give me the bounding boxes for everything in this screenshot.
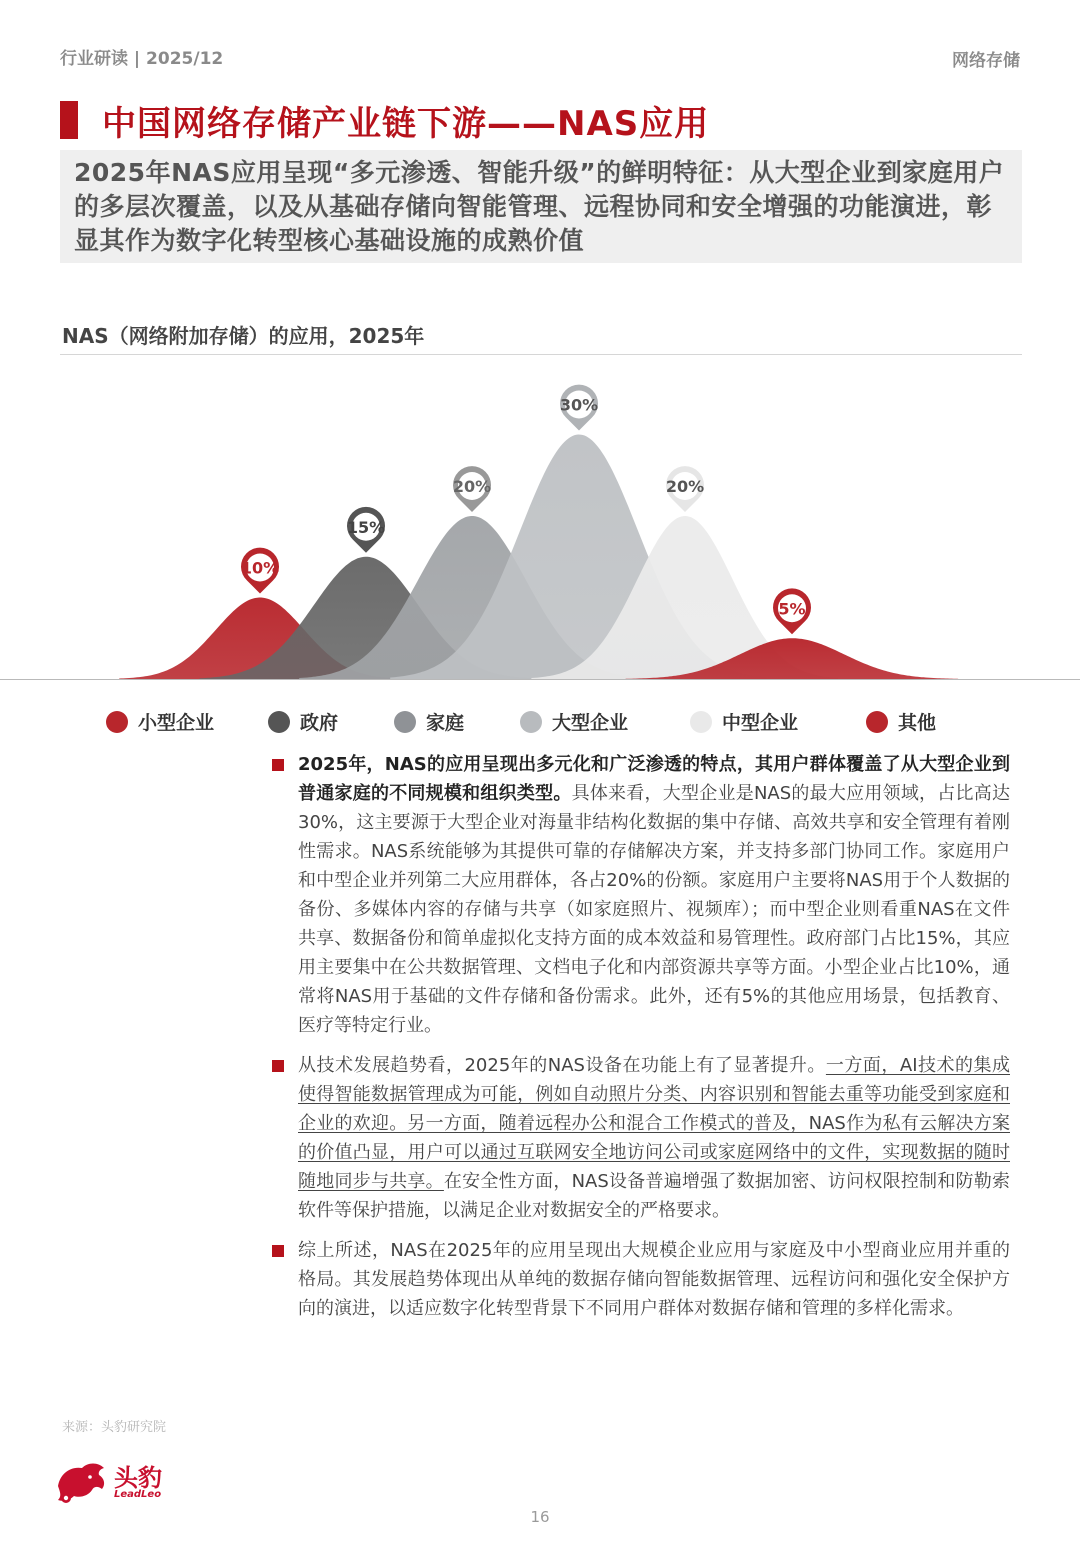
legend-swatch <box>690 711 712 733</box>
page-title: 中国网络存储产业链下游——NAS应用 <box>102 104 710 144</box>
bullet-text-segment: 2025年，NAS的应用呈现出多元化和广泛渗透的特点，其用户群体覆盖了从大型企业到普通家庭的不同规模和组织类型。 <box>298 754 1010 804</box>
bullet-text-segment: 从技术发展趋势看，2025年的NAS设备在功能上有了显著提升。 <box>298 1055 826 1076</box>
page-number: 16 <box>530 1508 550 1526</box>
bullet-text-segment: 综上所述，NAS在2025年的应用呈现出大规模企业应用与家庭及中小型商业应用并重的格局。其发展趋势体现出从单纯的数据存储向智能数据管理、远程访问和强化安全保护方向的演进，以适应数字化转型背景下不同用户群体对数据存储和管理的多样化需求。 <box>298 1240 1010 1319</box>
header-section-label: 行业研读 | 2025/12 <box>60 49 224 69</box>
legend-item-5 <box>690 708 798 735</box>
summary-text: 2025年NAS应用呈现“多元渗透、智能升级”的鲜明特征：从大型企业到家庭用户的多层次覆盖，以及从基础存储向智能管理、远程协同和安全增强的功能演进，彰显其作为数字化转型核心基础设施的成熟价值 <box>74 158 1005 255</box>
bullet-square-icon <box>272 1245 284 1257</box>
chart-title: NAS（网络附加存储）的应用，2025年 <box>62 324 425 348</box>
analysis-bullets <box>270 750 1010 1334</box>
value-pin-5 <box>666 466 704 512</box>
value-label-2: 15% <box>346 517 386 537</box>
value-pin-1 <box>241 548 279 594</box>
logo-subtitle: LeadLeo <box>114 1489 162 1500</box>
legend-label: 其他 <box>898 712 937 734</box>
leopard-logo-icon <box>52 1456 110 1506</box>
legend-item-2 <box>268 708 338 735</box>
bullet-square-icon <box>272 1060 284 1072</box>
legend-item-6 <box>866 708 936 735</box>
legend-label: 小型企业 <box>138 712 215 734</box>
bullet-paragraph-1 <box>270 750 1010 1040</box>
value-pin-6 <box>773 588 811 634</box>
legend-label: 大型企业 <box>552 712 629 734</box>
legend-label: 政府 <box>300 712 339 734</box>
legend-label: 中型企业 <box>722 712 799 734</box>
legend-item-3 <box>394 708 464 735</box>
header-topic-label: 网络存储 <box>952 51 1020 71</box>
value-label-1: 10% <box>240 558 280 578</box>
bullet-paragraph-2 <box>270 1051 1010 1225</box>
chart-title-divider <box>60 354 1022 355</box>
bullet-text-segment: 一方面，AI技术的集成使得智能数据管理成为可能，例如自动照片分类、内容识别和智能去重等功能受到家庭和企业的欢迎。另一方面，随着远程办公和混合工作模式的普及，NAS作为私有云解决方案的价值凸显，用户可以通过互联网安全地访问公司或家庭网络中的文件，实现数据的随时随地同步与共享。 <box>298 1055 1010 1192</box>
summary-box <box>60 150 1022 263</box>
bullet-text-segment: 在安全性方面，NAS设备普遍增强了数据加密、访问权限控制和防勒索软件等保护措施，以满足企业对数据安全的严格要求。 <box>298 1171 1011 1221</box>
value-pin-2 <box>347 507 385 553</box>
value-label-5: 20% <box>665 477 705 496</box>
legend-swatch <box>268 711 290 733</box>
value-label-3: 20% <box>452 477 492 496</box>
nas-application-chart <box>0 356 1080 686</box>
value-label-4: 30% <box>559 395 599 415</box>
bullet-square-icon <box>272 759 284 771</box>
value-label-6: 5% <box>778 599 806 619</box>
legend-item-4 <box>520 708 628 735</box>
title-accent-bar <box>60 101 78 139</box>
leadleo-logo <box>52 1456 192 1508</box>
source-note: 来源：头豹研究院 <box>62 1420 167 1435</box>
legend-swatch <box>520 711 542 733</box>
legend-swatch <box>866 711 888 733</box>
bullet-paragraph-3 <box>270 1236 1010 1323</box>
chart-legend <box>0 708 1080 742</box>
legend-swatch <box>394 711 416 733</box>
value-pin-3 <box>453 466 491 512</box>
value-pin-4 <box>560 385 598 431</box>
legend-label: 家庭 <box>426 712 465 734</box>
bullet-text-segment: 具体来看，大型企业是NAS的最大应用领域，占比高达30%，这主要源于大型企业对海量非结构化数据的集中存储、高效共享和安全管理有着刚性需求。NAS系统能够为其提供可靠的存储解决方案，并支持多部门协同工作。家庭用户和中型企业并列第二大应用群体，各占20%的份额。家庭用户主要将NAS用于个人数据的备份、多媒体内容的存储与共享（如家庭照片、视频库）；而中型企业则看重NAS在文件共享、数据备份和简单虚拟化支持方面的成本效益和易管理性。政府部门占比15%，其应用主要集中在公共数据管理、文档电子化和内部资源共享等方面。小型企业占比10%，通常将NAS用于基础的文件存储和备份需求。此外，还有5%的其他应用场景，包括教育、医疗等特定行业。 <box>298 783 1011 1036</box>
logo-wordmark: 头豹 <box>114 1464 162 1492</box>
legend-swatch <box>106 711 128 733</box>
legend-item-1 <box>106 708 214 735</box>
